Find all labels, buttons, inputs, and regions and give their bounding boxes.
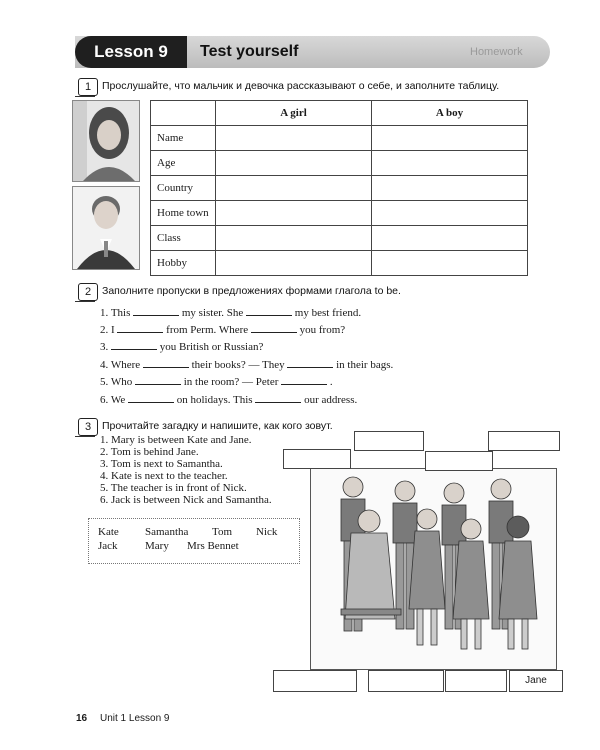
- name-option: Kate: [98, 526, 119, 538]
- row-label: Country: [151, 176, 216, 201]
- table-header-row: [151, 101, 528, 126]
- sentence-4: [100, 358, 393, 371]
- boy-answer-cell[interactable]: [372, 126, 528, 151]
- sentence-part: on holidays. This: [176, 394, 253, 406]
- sentence-part: my sister. She: [181, 307, 244, 319]
- sentence-part: I: [111, 324, 115, 336]
- answer-label-box[interactable]: [368, 670, 444, 692]
- sentence-part: you from?: [299, 324, 346, 336]
- name-option: Nick: [256, 526, 278, 538]
- column-header-boy: A boy: [372, 101, 528, 126]
- clue-5: 5. The teacher is in front of Nick.: [100, 482, 247, 494]
- boy-answer-cell[interactable]: [372, 176, 528, 201]
- sentence-part: in their bags.: [336, 359, 394, 371]
- answer-blank[interactable]: [135, 375, 181, 385]
- page-number: 16: [76, 713, 88, 724]
- name-option: Tom: [212, 526, 233, 538]
- sentence-number: 4.: [100, 359, 109, 371]
- sentence-5: [100, 375, 333, 388]
- sentence-number: 3.: [100, 341, 109, 353]
- sentence-number: 5.: [100, 376, 109, 388]
- exercise-3-instruction: Прочитайте загадку и напишите, как кого зовут.: [102, 420, 333, 432]
- sentence-number: 1.: [100, 307, 109, 319]
- column-header-girl: A girl: [216, 101, 372, 126]
- clue-6: 6. Jack is between Nick and Samantha.: [100, 494, 272, 506]
- name-option: Mrs Bennet: [187, 540, 239, 552]
- table-corner-cell: [151, 101, 216, 126]
- clue-4: 4. Kate is next to the teacher.: [100, 470, 228, 482]
- boy-answer-cell[interactable]: [372, 201, 528, 226]
- girl-answer-cell[interactable]: [216, 226, 372, 251]
- sentence-part: Who: [110, 376, 133, 388]
- girl-answer-cell[interactable]: [216, 126, 372, 151]
- class-picture: [310, 468, 557, 670]
- exercise-1-instruction: Прослушайте, что мальчик и девочка рассказывают о себе, и заполните таблицу.: [102, 80, 500, 92]
- row-label: Hobby: [151, 251, 216, 276]
- info-table: [150, 100, 528, 276]
- answer-blank[interactable]: [117, 323, 163, 333]
- exercise-1-number: 1: [78, 78, 98, 96]
- girl-photo: [72, 100, 140, 182]
- page-title: Test yourself: [200, 43, 299, 60]
- lesson-label: Lesson 9: [75, 36, 187, 68]
- answer-label-box[interactable]: [354, 431, 424, 451]
- answer-label-box[interactable]: [273, 670, 357, 692]
- sentence-number: 2.: [100, 324, 109, 336]
- boy-answer-cell[interactable]: [372, 251, 528, 276]
- answer-blank[interactable]: [246, 306, 292, 316]
- sentence-part: This: [110, 307, 131, 319]
- answer-blank[interactable]: [251, 323, 297, 333]
- answer-blank[interactable]: [287, 358, 333, 368]
- boy-photo: [72, 186, 140, 270]
- answer-label-box[interactable]: [488, 431, 560, 451]
- sentence-part: in the room? — Peter: [183, 376, 279, 388]
- table-row: [151, 126, 528, 151]
- table-row: [151, 151, 528, 176]
- row-label: Name: [151, 126, 216, 151]
- answer-label-box[interactable]: [425, 451, 493, 471]
- table-row: [151, 176, 528, 201]
- row-label: Home town: [151, 201, 216, 226]
- boy-answer-cell[interactable]: [372, 226, 528, 251]
- exercise-2-rule: [75, 301, 95, 302]
- sentence-2: [100, 323, 345, 336]
- answer-blank[interactable]: [143, 358, 189, 368]
- clue-1: 1. Mary is between Kate and Jane.: [100, 434, 252, 446]
- exercise-1-rule: [75, 96, 95, 97]
- girl-answer-cell[interactable]: [216, 176, 372, 201]
- exercise-2-number: 2: [78, 283, 98, 301]
- answer-blank[interactable]: [281, 375, 327, 385]
- name-option: Samantha: [145, 526, 189, 538]
- clue-3: 3. Tom is next to Samantha.: [100, 458, 223, 470]
- sentence-part: .: [329, 376, 333, 388]
- sentence-part: you British or Russian?: [159, 341, 264, 353]
- sentence-part: from Perm. Where: [166, 324, 249, 336]
- row-label: Class: [151, 226, 216, 251]
- sentence-part: We: [110, 394, 126, 406]
- name-option: Jack: [98, 540, 118, 552]
- row-label: Age: [151, 151, 216, 176]
- exercise-2-instruction: Заполните пропуски в предложениях формами глагола to be.: [102, 285, 401, 297]
- sentence-part: Where: [110, 359, 141, 371]
- header-faint-text: Homework: [470, 46, 523, 58]
- sentence-3: [100, 340, 263, 353]
- girl-answer-cell[interactable]: [216, 151, 372, 176]
- name-option: Mary: [145, 540, 169, 552]
- answer-blank[interactable]: [128, 393, 174, 403]
- unit-lesson-label: Unit 1 Lesson 9: [100, 713, 170, 724]
- girl-answer-cell[interactable]: [216, 251, 372, 276]
- answer-blank[interactable]: [111, 340, 157, 350]
- sentence-number: 6.: [100, 394, 109, 406]
- exercise-3-number: 3: [78, 418, 98, 436]
- boy-answer-cell[interactable]: [372, 151, 528, 176]
- table-row: [151, 251, 528, 276]
- answer-label-box[interactable]: [445, 670, 507, 692]
- answer-blank[interactable]: [255, 393, 301, 403]
- table-row: [151, 201, 528, 226]
- sentence-1: [100, 306, 361, 319]
- table-row: [151, 226, 528, 251]
- answer-label-box[interactable]: [283, 449, 351, 469]
- answer-blank[interactable]: [133, 306, 179, 316]
- clue-2: 2. Tom is behind Jane.: [100, 446, 199, 458]
- answer-label-box-jane[interactable]: Jane: [509, 670, 563, 692]
- sentence-part: their books? — They: [191, 359, 285, 371]
- girl-answer-cell[interactable]: [216, 201, 372, 226]
- exercise-3-rule: [75, 436, 95, 437]
- sentence-part: my best friend.: [294, 307, 362, 319]
- sentence-6: [100, 393, 357, 406]
- sentence-part: our address.: [304, 394, 358, 406]
